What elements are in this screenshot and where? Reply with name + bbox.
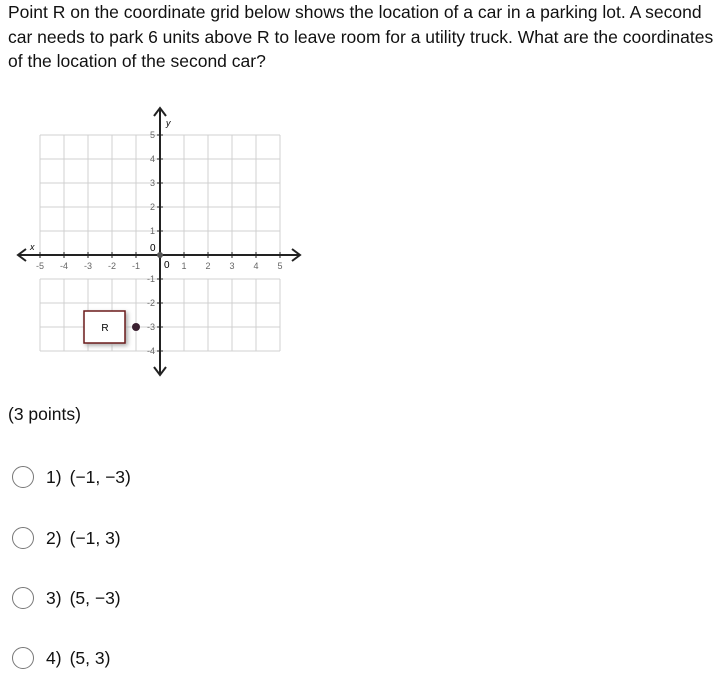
option-number: 4) [46,647,62,668]
x-tick-label: 1 [181,261,187,271]
answer-option-3[interactable] [12,587,121,609]
radio-button[interactable] [12,647,34,669]
x-tick-label: 3 [229,261,235,271]
answer-option-1[interactable] [12,466,131,488]
radio-button[interactable] [12,587,34,609]
y-tick-label: 2 [149,202,155,212]
option-text: (−1, −3) [69,466,131,487]
option-number: 2) [46,527,62,548]
option-number: 3) [46,587,62,608]
origin-dot [157,252,163,258]
origin-label: 0 [164,260,170,271]
option-text: (5, 3) [69,647,111,668]
x-tick-label: -1 [131,261,141,271]
coordinate-grid [0,100,320,390]
x-tick-label: -4 [59,261,69,271]
origin-label: 0 [150,243,156,254]
x-tick-label: -5 [35,261,45,271]
option-number: 1) [46,466,62,487]
answer-option-2[interactable] [12,527,121,549]
point-r [132,323,140,331]
y-tick-label: 5 [149,130,155,140]
y-tick-label: 4 [149,154,155,164]
x-tick-label: -3 [83,261,93,271]
x-tick-label: -2 [107,261,117,271]
x-tick-label: 5 [277,261,283,271]
x-axis-label: x [30,242,35,252]
y-tick-label: -3 [146,322,155,332]
point-label: R [101,323,109,334]
y-tick-label: -1 [146,274,155,284]
radio-button[interactable] [12,466,34,488]
option-text: (5, −3) [69,587,121,608]
x-tick-label: 2 [205,261,211,271]
y-axis-label: y [166,118,171,128]
x-tick-label: 4 [253,261,259,271]
y-tick-label: 3 [149,178,155,188]
y-tick-label: -2 [146,298,155,308]
answer-option-4[interactable] [12,647,110,669]
points-label: (3 points) [8,404,81,424]
y-tick-label: 1 [149,226,155,236]
option-text: (−1, 3) [69,527,121,548]
y-tick-label: -4 [146,346,155,356]
radio-button[interactable] [12,527,34,549]
question-text: Point R on the coordinate grid below shows the location of a car in a parking lot. A second car needs to park 6 units above R to leave room for a utility truck. What are the coordinates of the location of the second car? [8,2,714,71]
